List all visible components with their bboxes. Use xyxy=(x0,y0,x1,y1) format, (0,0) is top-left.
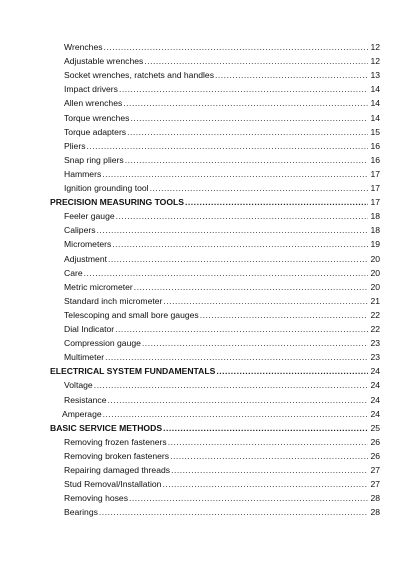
toc-page-number: 20 xyxy=(370,267,380,278)
toc-entry-title: Adjustable wrenches xyxy=(64,56,144,67)
toc-page-number: 12 xyxy=(370,56,380,67)
toc-entry xyxy=(64,505,380,519)
toc-entry-title: Socket wrenches, ratchets and handles xyxy=(64,70,215,81)
toc-page-number: 20 xyxy=(370,253,380,264)
toc-entry-title: Repairing damaged threads xyxy=(64,465,171,475)
toc-entry xyxy=(64,223,380,237)
toc-page-number: 20 xyxy=(370,281,380,292)
dot-leader xyxy=(97,223,369,237)
toc-page-number: 25 xyxy=(370,422,380,433)
dot-leader xyxy=(144,54,368,68)
dot-leader xyxy=(216,364,368,378)
dot-leader xyxy=(123,96,368,110)
toc-entry xyxy=(64,308,380,322)
toc-entry-title: Voltage xyxy=(64,380,93,391)
toc-entry xyxy=(64,181,380,195)
toc-entry-title: Impact drivers xyxy=(64,84,118,95)
dot-leader xyxy=(115,322,368,336)
toc-entry-title: Removing frozen fasteners xyxy=(64,436,167,447)
toc-page-number: 22 xyxy=(370,309,380,320)
dot-leader xyxy=(108,252,368,266)
toc-entry xyxy=(64,252,380,266)
toc-entry-title: Ignition grounding tool xyxy=(64,183,149,193)
toc-entry-title: Torque wrenches xyxy=(64,112,130,123)
toc-entry xyxy=(64,139,380,153)
toc-page-number: 27 xyxy=(370,465,380,475)
dot-leader xyxy=(200,308,369,322)
toc-entry xyxy=(62,407,380,421)
dot-leader xyxy=(171,463,368,477)
toc-section-heading xyxy=(50,421,380,435)
toc-entry-title: Metric micrometer xyxy=(64,281,133,292)
dot-leader xyxy=(84,266,369,280)
toc-page-number: 16 xyxy=(370,154,380,165)
toc-page-number: 24 xyxy=(370,380,380,391)
toc-entry xyxy=(64,209,380,223)
toc-entry xyxy=(64,350,380,364)
toc-section-heading xyxy=(50,195,380,209)
toc-entry-title: Calipers xyxy=(64,225,96,236)
toc-page-number: 14 xyxy=(370,84,380,95)
dot-leader xyxy=(162,477,368,491)
toc-entry xyxy=(64,280,380,294)
toc-page-number: 18 xyxy=(370,225,380,236)
dot-leader xyxy=(129,491,368,505)
toc-page-number: 24 xyxy=(370,394,380,405)
toc-page-number: 17 xyxy=(370,197,380,208)
toc-page-number: 13 xyxy=(370,70,380,81)
toc-entry-title: Torque adapters xyxy=(64,126,127,137)
toc-entry xyxy=(64,294,380,308)
toc-section-heading xyxy=(50,364,380,378)
toc-page-number: 12 xyxy=(370,42,380,52)
dot-leader xyxy=(87,139,369,153)
dot-leader xyxy=(130,111,368,125)
toc-entry-title: Resistance xyxy=(64,394,107,405)
toc-page-number: 18 xyxy=(370,211,380,222)
toc-entry-title: Allen wrenches xyxy=(64,98,123,109)
toc-page-number: 17 xyxy=(370,183,380,193)
toc-entry-title: Bearings xyxy=(64,507,98,518)
toc-page-number: 17 xyxy=(370,168,380,179)
toc-page-number: 24 xyxy=(370,408,380,419)
toc-entry xyxy=(64,393,380,407)
dot-leader xyxy=(163,421,368,435)
toc-entry-title: Removing broken fasteners xyxy=(64,450,170,461)
toc-entry xyxy=(64,491,380,505)
dot-leader xyxy=(168,435,369,449)
dot-leader xyxy=(185,195,368,209)
toc-entry xyxy=(64,237,380,251)
toc-page-number: 19 xyxy=(370,239,380,250)
toc-page-number: 22 xyxy=(370,324,380,334)
toc-entry-title: Amperage xyxy=(62,408,102,419)
toc-entry-title: Stud Removal/Installation xyxy=(64,479,162,490)
toc-page-number: 16 xyxy=(370,140,380,151)
toc-page-number: 28 xyxy=(370,507,380,518)
toc-entry xyxy=(64,54,380,68)
toc-entry xyxy=(64,322,380,336)
toc-entry xyxy=(64,336,380,350)
toc-entry-title: Wrenches xyxy=(64,42,103,52)
toc-entry-title: Hammers xyxy=(64,168,102,179)
dot-leader xyxy=(134,280,369,294)
dot-leader xyxy=(150,181,369,195)
toc-entry xyxy=(64,125,380,139)
toc-entry xyxy=(64,266,380,280)
toc-entry-title: Removing hoses xyxy=(64,493,129,504)
toc-entry-title: Adjustment xyxy=(64,253,107,264)
dot-leader xyxy=(142,336,369,350)
toc-entry-title: Pliers xyxy=(64,140,86,151)
toc-entry xyxy=(64,68,380,82)
toc-entry-title: Micrometers xyxy=(64,239,112,250)
dot-leader xyxy=(99,505,369,519)
toc-page-number: 15 xyxy=(370,126,380,137)
toc-page-number: 24 xyxy=(370,366,380,377)
toc-page-number: 14 xyxy=(370,98,380,109)
dot-leader xyxy=(127,125,368,139)
toc-entry xyxy=(64,82,380,96)
dot-leader xyxy=(163,294,368,308)
dot-leader xyxy=(104,40,369,54)
toc-entry xyxy=(64,111,380,125)
toc-entry-title: Care xyxy=(64,267,83,278)
toc-entry xyxy=(64,96,380,110)
toc-entry-title: Telescoping and small bore gauges xyxy=(64,309,199,320)
dot-leader xyxy=(105,350,368,364)
dot-leader xyxy=(125,153,369,167)
toc-entry-title: Dial Indicator xyxy=(64,324,115,334)
dot-leader xyxy=(103,407,369,421)
dot-leader xyxy=(112,237,368,251)
toc-entry-title: Compression gauge xyxy=(64,338,141,349)
dot-leader xyxy=(215,68,368,82)
toc-page-number: 27 xyxy=(370,479,380,490)
toc-entry xyxy=(64,153,380,167)
toc-entry xyxy=(64,167,380,181)
toc-entry xyxy=(64,477,380,491)
toc-entry xyxy=(64,463,380,477)
toc-entry-title: Multimeter xyxy=(64,352,105,363)
dot-leader xyxy=(116,209,369,223)
toc-entry-title: BASIC SERVICE METHODS xyxy=(50,422,163,433)
toc-entry xyxy=(64,449,380,463)
toc-page-number: 26 xyxy=(370,450,380,461)
toc-page-number: 21 xyxy=(370,295,380,306)
toc-entry-title: Standard inch micrometer xyxy=(64,295,163,306)
toc-entry xyxy=(64,40,380,54)
dot-leader xyxy=(119,82,368,96)
toc-entry xyxy=(64,378,380,392)
toc-page-number: 14 xyxy=(370,112,380,123)
toc-entry xyxy=(64,435,380,449)
toc-entry-title: PRECISION MEASURING TOOLS xyxy=(50,197,185,208)
toc-page-number: 26 xyxy=(370,436,380,447)
toc-entry-title: Snap ring pliers xyxy=(64,154,124,165)
dot-leader xyxy=(102,167,368,181)
toc-page-number: 23 xyxy=(370,352,380,363)
dot-leader xyxy=(94,378,369,392)
toc-page-number: 28 xyxy=(370,493,380,504)
toc-entry-title: Feeler gauge xyxy=(64,211,115,222)
dot-leader xyxy=(108,393,369,407)
toc-page-number: 23 xyxy=(370,338,380,349)
toc-entry-title: ELECTRICAL SYSTEM FUNDAMENTALS xyxy=(50,366,216,377)
dot-leader xyxy=(170,449,368,463)
